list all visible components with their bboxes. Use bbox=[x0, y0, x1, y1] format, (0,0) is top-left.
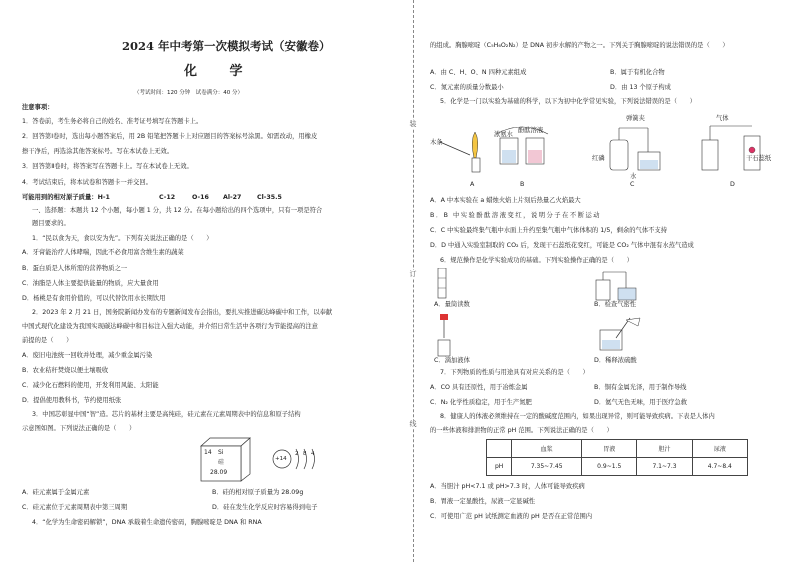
q6-figures bbox=[430, 268, 782, 364]
notes-heading: 注意事项： bbox=[22, 104, 54, 111]
q8-option: B．胃液一定显酸性，尿液一定显碱性 bbox=[430, 498, 536, 505]
q7-option: A．CO 具有还原性，用于冶炼金属 bbox=[430, 384, 528, 391]
question-3-stem: 3．中国芯彰显中国“智”造。芯片的基材主要是高纯硅，硅元素在元素周期表中的信息和原子结构 bbox=[32, 411, 301, 418]
note-item: 3．回答第Ⅱ卷时，将答案写在答题卡上。写在本试卷上无效。 bbox=[22, 163, 193, 170]
atom-structure-figure bbox=[270, 442, 330, 476]
question-4-continued: 的组成。胸腺嘧啶（C₅H₆O₂N₂）是 DNA 初步水解的产物之一。下列关于胸腺嘧啶的说法错误的是（ ） bbox=[430, 42, 729, 49]
element-cell-figure bbox=[198, 436, 258, 482]
note-item: 4．考试结束后，将本试卷和答题卡一并交回。 bbox=[22, 179, 152, 186]
question-4-stem: 4．“化学为生命密码解锁”，DNA 承载着生命遗传密码，胸腺嘧啶是 DNA 和 RNA bbox=[32, 519, 262, 526]
table-cell bbox=[487, 440, 512, 458]
nucleus-charge: +14 bbox=[275, 456, 287, 462]
q2-option: B．农业秸秆焚烧以便土壤吸收 bbox=[22, 367, 109, 374]
exam-note: （考试时间：120 分钟 试卷满分：40 分） bbox=[134, 90, 243, 96]
shell-electrons: 8 bbox=[303, 451, 307, 457]
shell-electrons: 2 bbox=[295, 451, 299, 457]
fig-label: 红磷 bbox=[592, 155, 605, 162]
seal-char: 装 bbox=[406, 120, 420, 128]
exam-title: 2024 年中考第一次模拟考试（安徽卷） bbox=[122, 39, 331, 53]
question-6-stem: 6．规范操作是化学实验成功的基础。下列实验操作正确的是（ ） bbox=[440, 257, 633, 264]
q7-option: B．铜有金属光泽，用于制作导线 bbox=[594, 384, 687, 391]
question-5-stem: 5．化学是一门以实验为基础的科学，以下为初中化学常见实验，下列说法错误的是（ ） bbox=[440, 98, 696, 105]
binding-line bbox=[403, 0, 425, 562]
table-cell: 4.7~8.4 bbox=[692, 458, 747, 476]
q2-option: D．提倡使用教科书，节约使用纸张 bbox=[22, 397, 122, 404]
question-8-stem: 8．健康人的体液必须维持在一定的酸碱度范围内，如果出现异常，则可能导致疾病。下表是人体内 bbox=[440, 413, 715, 420]
atomic-mass: Cl-35.5 bbox=[257, 194, 282, 201]
q1-option: A．牙膏能治疗人体哮喘，因此不必食用富含维生素的蔬菜 bbox=[22, 249, 184, 256]
table-cell: 7.35~7.45 bbox=[512, 458, 582, 476]
element-symbol: Si bbox=[218, 449, 224, 456]
table-cell: 血浆 bbox=[512, 440, 582, 458]
ph-table bbox=[486, 439, 748, 476]
fig-letter: D bbox=[730, 181, 735, 188]
q5-option: B．B 中实验酚酞溶液变红，说明分子在不断运动 bbox=[430, 212, 602, 219]
q3-option: A．硅元素属于金属元素 bbox=[22, 489, 90, 496]
element-name: 硅 bbox=[218, 459, 225, 466]
fig-letter: A bbox=[470, 181, 475, 188]
seal-char: 订 bbox=[406, 270, 420, 278]
q4-option: B．属于有机化合物 bbox=[610, 69, 665, 76]
q6-option: D．稀释浓硫酸 bbox=[594, 357, 637, 364]
fig-label: 气体 bbox=[716, 115, 729, 122]
question-2-stem: 前提的是（ ） bbox=[22, 337, 73, 344]
q5-option: D．D 中通入实验室制取的 CO₂ 后，发现干石蕊纸花变红，可能是 CO₂ 气体中混有水蒸气造成 bbox=[430, 242, 694, 249]
atomic-mass-label: 可能用到的相对原子质量：H-1 bbox=[22, 194, 110, 201]
right-column bbox=[430, 0, 782, 562]
subject-title: 化 学 bbox=[184, 64, 257, 79]
shell-electrons: 4 bbox=[311, 451, 315, 457]
table-row bbox=[487, 458, 748, 476]
note-item: 擦干净后，再选涂其他答案标号。写在本试卷上无效。 bbox=[22, 148, 174, 155]
table-cell: 尿液 bbox=[692, 440, 747, 458]
q6-option: C．滴加液体 bbox=[434, 357, 470, 364]
question-1-stem: 1．“民以食为天，食以安为先”。下列有关说法正确的是（ ） bbox=[32, 235, 213, 242]
question-3-stem: 示意图如图。下列说法正确的是（ ） bbox=[22, 425, 136, 432]
table-cell: 胃液 bbox=[582, 440, 637, 458]
q5-option: C．C 中实验最终集气瓶中水面上升约至集气瓶中气体体积的 1/5，剩余的气体不支持 bbox=[430, 227, 668, 234]
q4-option: C．氮元素的质量分数最小 bbox=[430, 84, 504, 91]
left-column bbox=[22, 0, 394, 562]
q6-option: B．检查气密性 bbox=[594, 301, 637, 308]
q1-option: C．油脂是人体主要提供能量的物质，应大量食用 bbox=[22, 280, 159, 287]
table-cell: 0.9~1.5 bbox=[582, 458, 637, 476]
note-item: 2．回答第Ⅰ卷时，选出每小题答案后，用 2B 铅笔把答题卡上对应题目的答案标号涂黑。如需改动，用橡皮 bbox=[22, 133, 318, 140]
q7-option: C．N₂ 化学性质稳定，用于生产氮肥 bbox=[430, 399, 532, 406]
q8-option: A．当胆汁 pH<7.1 或 pH>7.3 时，人体可能导致疾病 bbox=[430, 483, 585, 490]
q8-option: C．可使用广范 pH 试纸测定血液的 pH 是否在正常范围内 bbox=[430, 513, 593, 520]
fig-label: 浓氨水 bbox=[494, 131, 513, 138]
note-item: 1．答卷前，考生务必将自己的姓名、准考证号填写在答题卡上。 bbox=[22, 118, 203, 125]
atomic-mass: O-16 bbox=[192, 194, 209, 201]
seal-char: 线 bbox=[406, 420, 420, 428]
q3-option: D．硅在发生化学反应时容易得到电子 bbox=[212, 504, 318, 511]
table-cell: 7.1~7.3 bbox=[637, 458, 692, 476]
atomic-mass: Al-27 bbox=[223, 194, 242, 201]
q1-option: D．杨桃是有食用价值的，可以代替饮用水长期饮用 bbox=[22, 295, 166, 302]
q5-option: A．A 中本实验在 a 蜡烛火焰上片刻后热量乙火焰最大 bbox=[430, 197, 581, 204]
table-cell: 胆汁 bbox=[637, 440, 692, 458]
fig-label: 弹簧夹 bbox=[626, 115, 645, 122]
question-8-stem: 的一些体液和排泄物的正常 pH 范围。下列说法正确的是（ ） bbox=[430, 427, 613, 434]
q4-option: A．由 C、H、O、N 四种元素组成 bbox=[430, 69, 527, 76]
q6-option: A．量筒读数 bbox=[434, 301, 470, 308]
q3-option: B．硅的相对原子质量为 28.09g bbox=[212, 489, 304, 496]
table-header-row bbox=[487, 440, 748, 458]
q7-option: D．氦气无色无味，用于医疗急救 bbox=[594, 399, 688, 406]
q5-figures bbox=[430, 110, 782, 194]
section-heading: 一、选择题：本题共 12 个小题，每小题 1 分，共 12 分。在每小题给出的四个选项中，只有一项是符合 bbox=[32, 207, 323, 214]
element-number: 14 bbox=[204, 449, 212, 456]
q2-option: A．废旧电池统一回收并处理，减少重金属污染 bbox=[22, 352, 153, 359]
element-mass: 28.09 bbox=[210, 469, 228, 476]
question-2-stem: 2．2023 年 2 月 21 日，国务院新闻办发布的专题新闻发布会指出，要扎实推进碳达峰碳中和工作，以奉献 bbox=[32, 309, 333, 316]
question-2-stem: 中国式现代化建设为我国实现碳达峰碳中和目标注入强大动能，并介绍日常生活中各项行为节能提高的注意 bbox=[22, 323, 318, 330]
section-heading: 题目要求的。 bbox=[32, 220, 70, 227]
fig-label: 干石蕊纸 bbox=[746, 155, 772, 162]
q3-option: C．硅元素位于元素周期表中第三周期 bbox=[22, 504, 128, 511]
question-7-stem: 7．下列物质的性质与用途具有对应关系的是（ ） bbox=[440, 369, 589, 376]
atomic-mass: C-12 bbox=[159, 194, 176, 201]
fig-letter: B bbox=[520, 181, 525, 188]
q1-option: B．蛋白质是人体所需的营养物质之一 bbox=[22, 265, 128, 272]
fig-label: 木条 bbox=[430, 139, 443, 146]
fig-letter: C bbox=[630, 181, 635, 188]
fig-label: 水 bbox=[630, 173, 637, 180]
q4-option: D．由 13 个原子构成 bbox=[610, 84, 671, 91]
q2-option: C．减少化石燃料的使用，开发利用风能、太阳能 bbox=[22, 382, 159, 389]
fig-label: 酚酞溶液 bbox=[518, 127, 544, 134]
table-cell: pH bbox=[487, 458, 512, 476]
